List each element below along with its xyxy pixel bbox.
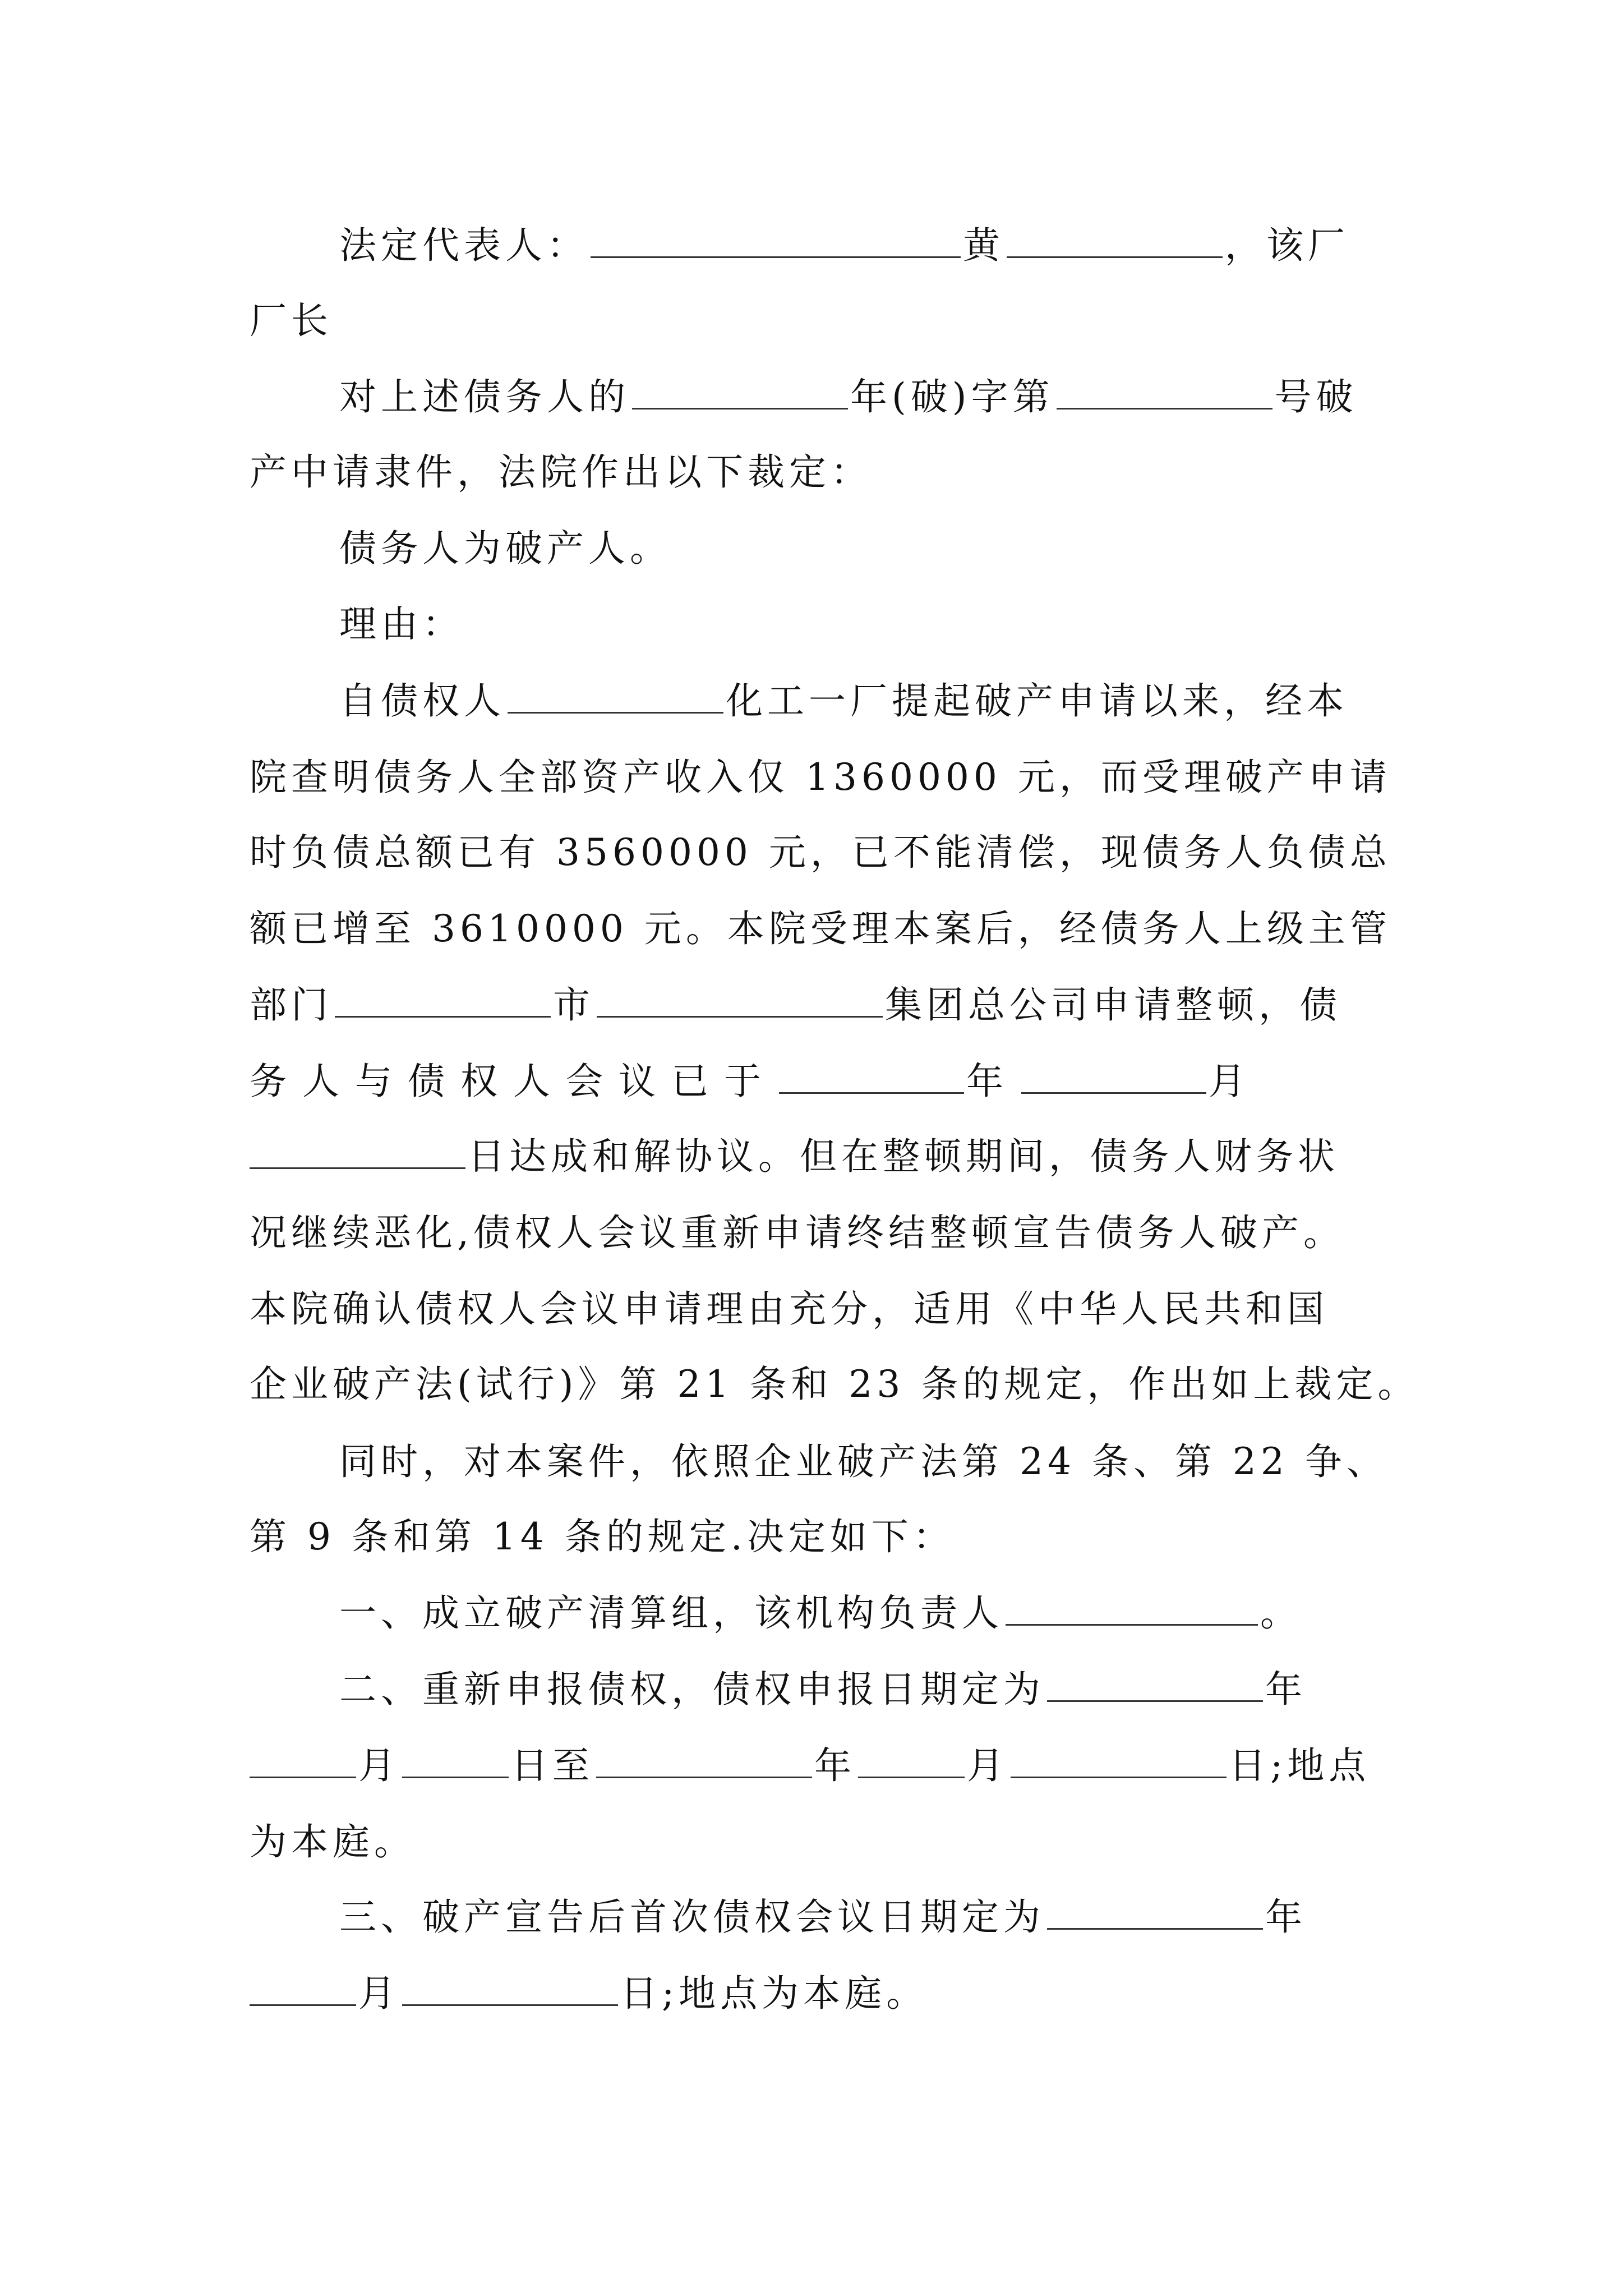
blank-field [1007,222,1223,258]
text-segment: 部门 [250,983,333,1027]
text-segment: 月 [1209,1060,1261,1103]
text-segment: 年(破)字第 [850,375,1054,418]
legal-representative-line [339,218,1394,274]
blank-field [250,1133,465,1169]
decision-item-2 [339,1662,1394,1718]
text-segment: 化工一厂提起破产申请以来，经本 [726,679,1348,723]
legal-representative-label: 法定代表人： [339,224,588,267]
settlement-line [250,1129,1394,1185]
blank-field [335,981,551,1018]
blank-field [250,1970,356,2006]
text-line: 产中请隶件，法院作出以下裁定： [250,450,872,494]
representative-surname: 黄 [963,224,1004,267]
meeting-date-line-2 [250,1966,1394,2022]
text-segment: 二、重新申报债权，债权申报日期定为 [339,1668,1045,1711]
text-line: 企业破产法(试行)》第 21 条和 23 条的规定，作出如上裁定。 [250,1363,1419,1406]
text-line: 况继续恶化,债权人会议重新申请终结整顿宣告债务人破产。 [250,1211,1345,1254]
ruling-line: 债务人为破产人。 [339,527,671,570]
creditor-line [339,673,1394,729]
blank-field [1057,373,1272,409]
text-line: 本院确认债权人会议申请理由充分，适用《中华人民共和国 [250,1287,1329,1331]
blank-field [591,222,961,258]
text-segment: 日至 [511,1744,594,1787]
text-segment: 年 [966,1060,1019,1103]
text-segment: 一、成立破产清算组，该机构负责人 [339,1591,1003,1635]
blank-field [632,373,848,409]
department-line [250,977,1394,1033]
text-segment: 日;地点为本庭。 [620,1972,928,2015]
text-segment: 集团总公司申请整顿，债 [885,983,1341,1027]
text-line: 同时，对本案件，依照企业破产法第 24 条、第 22 争、 [339,1440,1388,1483]
blank-field [1047,1665,1263,1702]
text-segment: 月 [967,1744,1008,1787]
blank-field [402,1742,509,1778]
decision-item-1 [339,1585,1394,1641]
text-line: 额已增至 3610000 元。本院受理本案后，经债务人上级主管 [250,907,1391,950]
blank-field [779,1057,964,1094]
text-segment: 日;地点 [1229,1744,1371,1787]
blank-field [1021,1057,1206,1094]
blank-field [1011,1742,1227,1778]
date-range-line [250,1738,1394,1794]
text-line: 院查明债务人全部资产收入仅 1360000 元，而受理破产申请 [250,756,1391,799]
blank-field [508,677,723,714]
blank-field [1006,1589,1258,1626]
text-segment: 年 [814,1744,856,1787]
representative-suffix: ，该厂 [1225,224,1349,267]
text-segment: 月 [358,1744,400,1787]
text-segment: 自债权人 [339,679,505,723]
text-segment: 月 [358,1972,400,2015]
blank-field [250,1742,356,1778]
blank-field [402,1970,618,2006]
text-segment: 市 [553,983,594,1027]
text-segment: 日达成和解协议。但在整顿期间，债务人财务状 [468,1135,1339,1178]
text-line: 厂长 [250,299,333,342]
blank-field [858,1742,965,1778]
text-line: 时负债总额已有 3560000 元，已不能清偿，现债务人负债总 [250,831,1391,874]
text-segment: 年 [1265,1895,1307,1939]
text-segment: 对上述债务人的 [339,375,630,418]
text-segment: 三、破产宣告后首次债权会议日期定为 [339,1895,1045,1939]
blank-field [597,981,883,1018]
text-segment: 。 [1260,1591,1302,1635]
text-segment: 年 [1265,1668,1307,1711]
text-line: 第 9 条和第 14 条的规定.决定如下： [250,1515,955,1558]
text-line: 为本庭。 [250,1820,416,1864]
text-segment: 号破 [1274,375,1358,418]
reason-heading: 理由： [339,602,464,646]
blank-field [596,1742,812,1778]
case-number-line [339,369,1394,425]
text-segment: 务人与债权人会议已于 [250,1060,777,1103]
meeting-date-line [250,1053,1394,1110]
blank-field [1047,1893,1263,1930]
decision-item-3 [339,1889,1394,1945]
